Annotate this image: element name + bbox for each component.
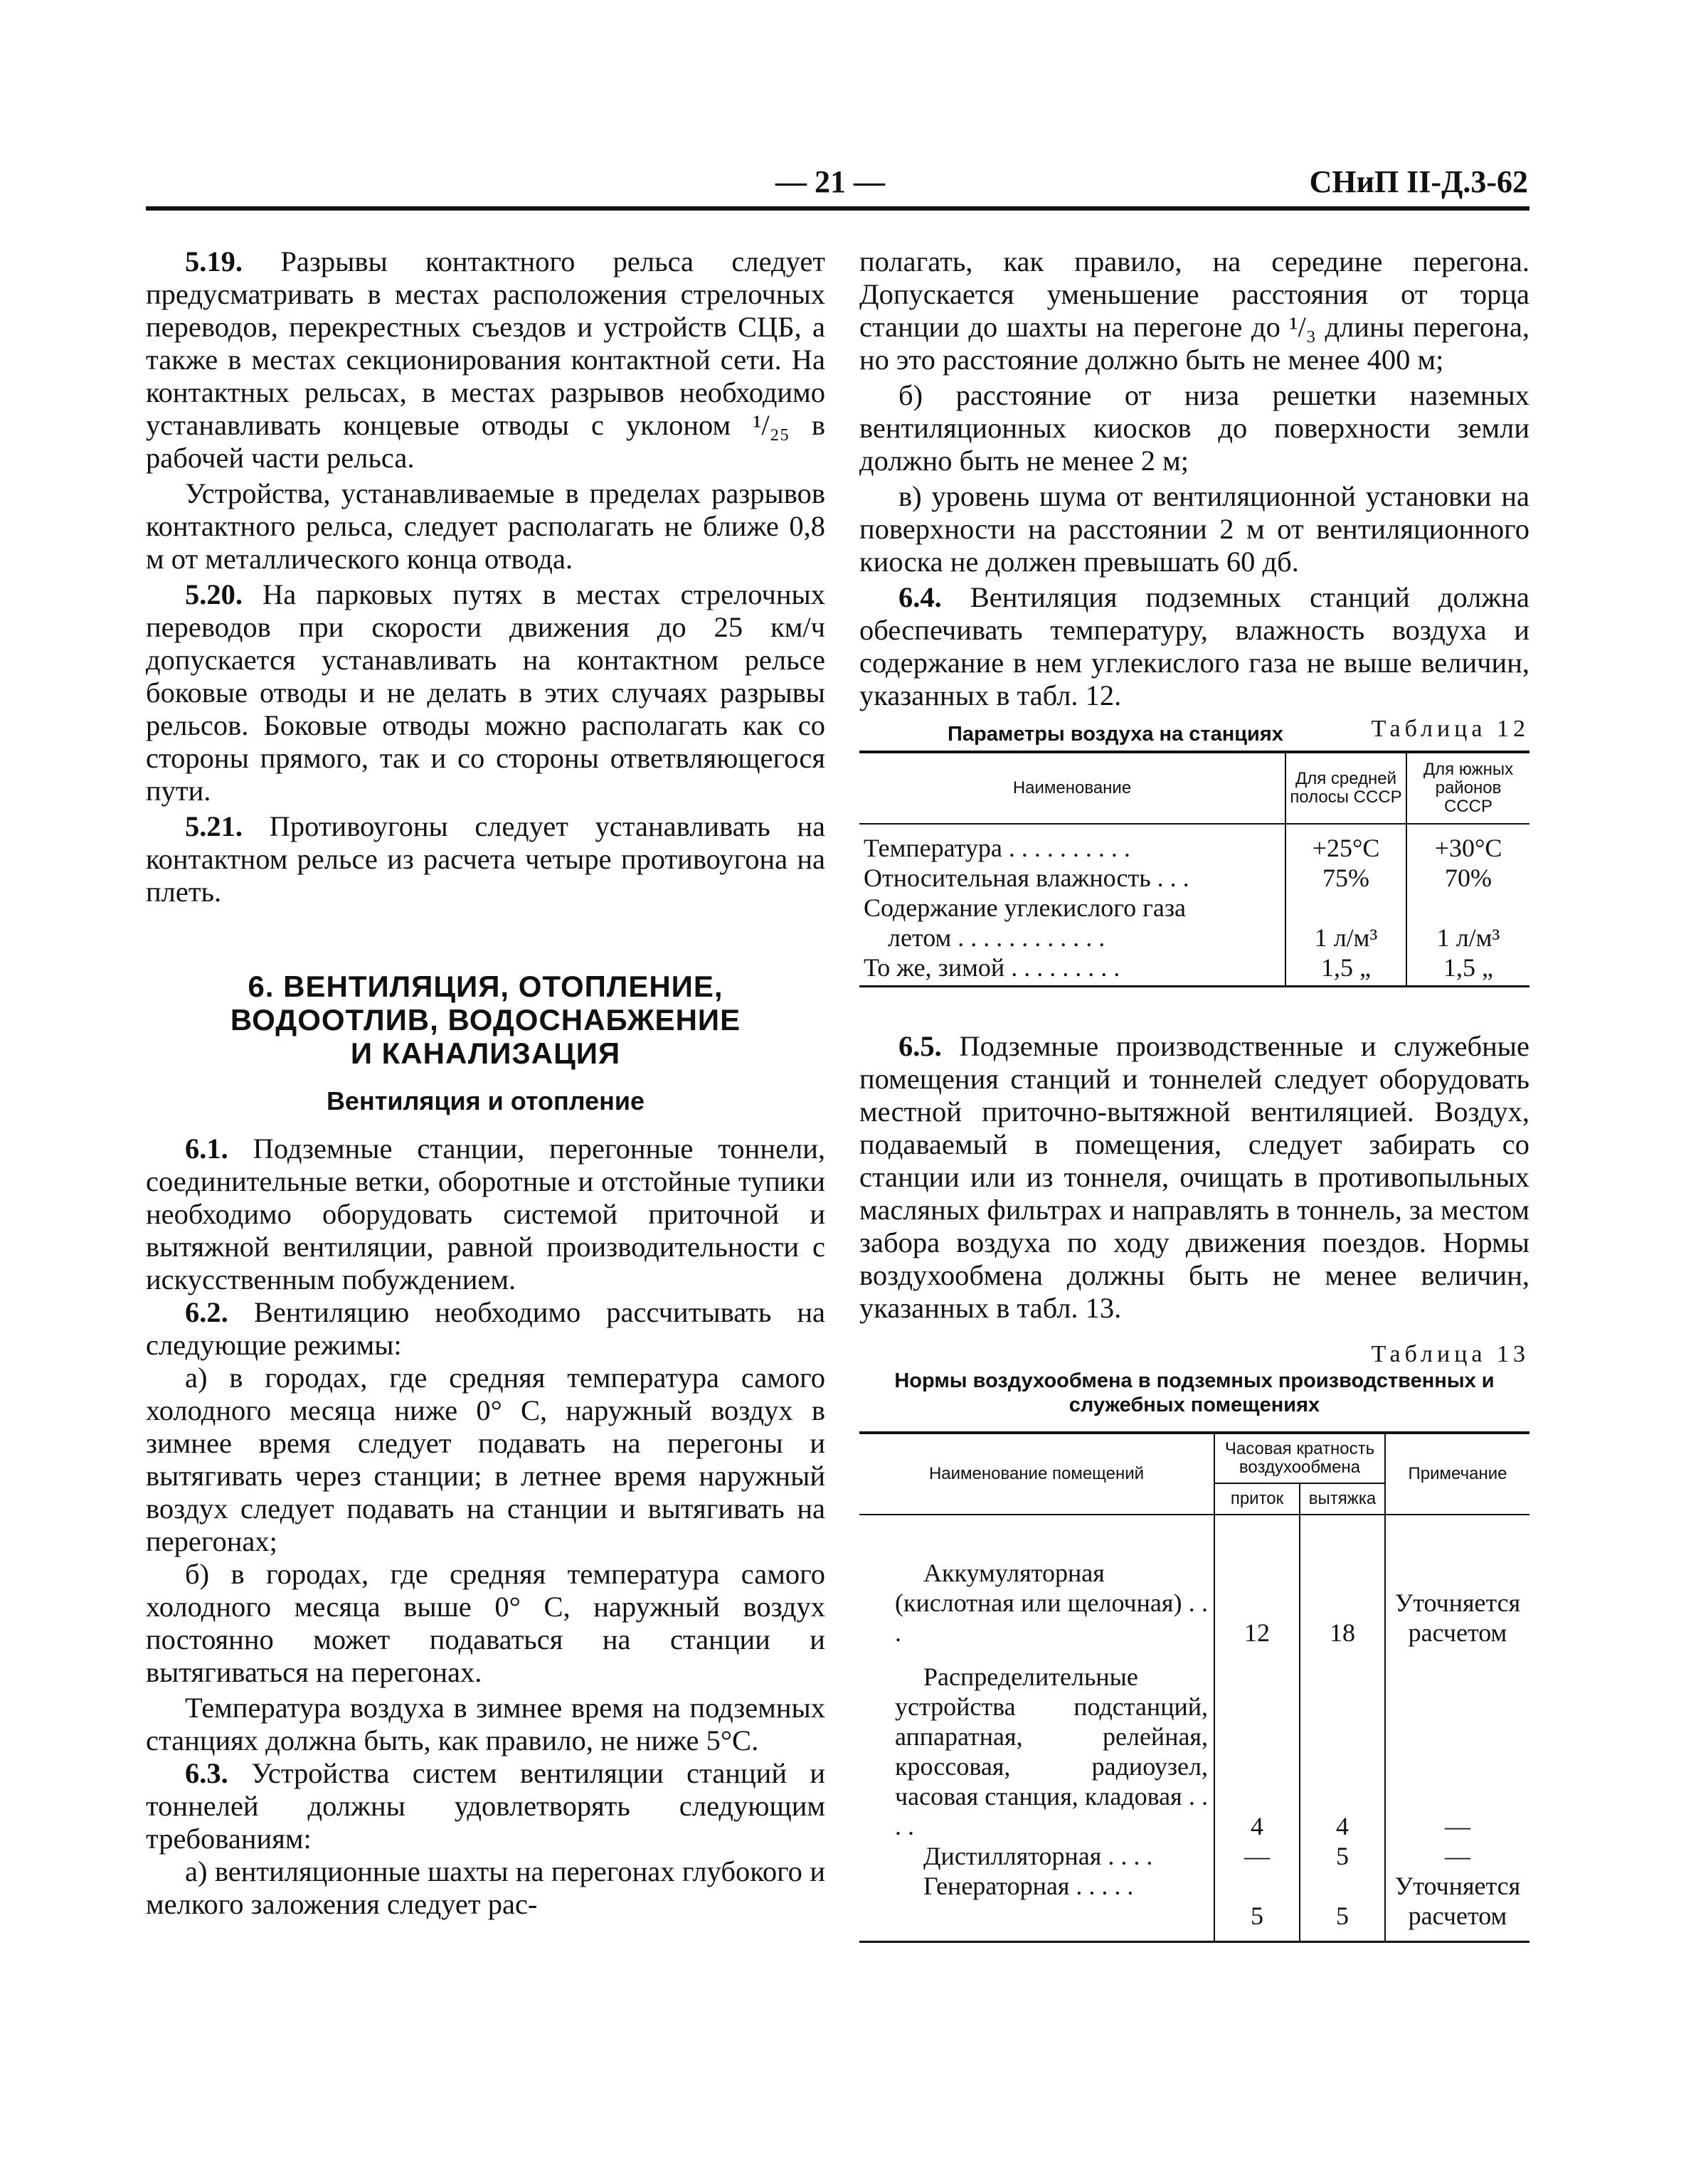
clause-number: 5.20. xyxy=(185,578,243,610)
table-row xyxy=(859,1871,1529,1942)
table-row xyxy=(859,1515,1529,1648)
clause-number: 6.3. xyxy=(185,1757,228,1789)
table-cell-name: Содержание углекислого газа xyxy=(864,894,1187,922)
clause-5-21 xyxy=(146,810,825,908)
clause-6-4 xyxy=(859,581,1529,712)
section-heading-line: 6. ВЕНТИЛЯЦИЯ, ОТОПЛЕНИЕ, xyxy=(248,970,723,1003)
table-col-header: Примечание xyxy=(1385,1433,1529,1515)
table-number: Таблица 12 xyxy=(1371,716,1529,742)
table-row xyxy=(859,1841,1529,1871)
table-cell-value: 12 xyxy=(1214,1515,1300,1648)
table-cell-value: 75% xyxy=(1285,863,1406,893)
clause-6-2-temp: Температура воздуха в зимнее время на подземных станциях должна быть, как правило, не ниже 5°С. xyxy=(146,1692,825,1756)
table-cell-name: летом . . . . . . . . . . . . xyxy=(888,923,1105,952)
section-heading-line: ВОДООТЛИВ, ВОДОСНАБЖЕНИЕ xyxy=(230,1003,741,1037)
subsection-heading: Вентиляция и отопление xyxy=(326,1086,645,1115)
clause-number: 6.1. xyxy=(185,1133,228,1165)
clause-6-5 xyxy=(859,1030,1529,1325)
table-col-header: Наименование xyxy=(859,752,1285,824)
document-code: СНиП II-Д.3-62 xyxy=(1309,164,1528,199)
table-cell-value: 70% xyxy=(1406,863,1529,893)
clause-5-20 xyxy=(146,578,825,807)
table-cell-value: 5 xyxy=(1300,1871,1385,1942)
clause-text: Вентиляцию необходимо рассчитывать на следующие режимы: xyxy=(146,1296,826,1361)
clause-number: 6.2. xyxy=(185,1296,228,1328)
table-number: Таблица 13 xyxy=(1371,1341,1529,1367)
table-cell-value: +30°С xyxy=(1406,824,1529,863)
right-column xyxy=(859,245,1529,1943)
table-col-header: приток xyxy=(1214,1483,1300,1515)
page-number: — 21 — xyxy=(775,164,885,199)
table-cell-value: 1 л/м³ xyxy=(1285,923,1406,953)
table-col-header: Наименование помещений xyxy=(859,1433,1214,1515)
table-row xyxy=(859,863,1529,893)
table-cell-value xyxy=(1285,893,1406,923)
table-row xyxy=(859,953,1529,987)
clause-text: На парковых путях в местах стрелочных переводов при скорости движения до 25 км/ч допускается устанавливать на контактном рельсе боковые отводы и не делать в этих случаях разрывы рельсов. Боковые отводы можно располагать как со стороны прямого, так и со стороны ответвляющегося пути. xyxy=(146,578,825,807)
table-cell-name: Температура . . . . . . . . . . xyxy=(864,834,1130,862)
clause-text: Устройства систем вентиляции станций и тоннелей должны удовлетворять следующим требованиям: xyxy=(146,1757,825,1855)
clause-6-2-a: а) в городах, где средняя температура самого холодного месяца ниже 0° С, наружный воздух в зимнее время следует подавать на перегоны и вытягивать через станции; в летнее время наружный воздух следует подавать на станции и вытягивать на перегонах; xyxy=(146,1362,825,1557)
clause-6-3-a-cont: полагать, как правило, на середине перегона. Допускается уменьшение расстояния от торца станции до шахты на перегоне до ¹/₃ длины перегона, но это расстояние должно быть не менее 400 м; xyxy=(859,245,1529,376)
table-cell-name: Дистилляторная . . . . xyxy=(923,1842,1153,1870)
table-row xyxy=(859,1648,1529,1841)
table-cell-note: Уточняется расчетом xyxy=(1385,1871,1529,1942)
clause-6-3 xyxy=(146,1757,825,1855)
clause-6-3-c: в) уровень шума от вентиляционной установки на поверхности на расстоянии 2 м от вентиляционного киоска не должен превышать 60 дб. xyxy=(859,480,1529,578)
clause-text: Вентиляция подземных станций должна обеспечивать температуру, влажность воздуха и содержание в нем углекислого газа не выше величин, указанных в табл. 12. xyxy=(859,581,1530,711)
clause-6-3-b: б) расстояние от низа решетки наземных вентиляционных киосков до поверхности земли должно быть не менее 2 м; xyxy=(859,379,1529,477)
clause-number: 6.4. xyxy=(898,581,942,613)
clause-number: 5.21. xyxy=(185,810,243,842)
table-cell-name: Распределительные устройства подстанций, аппаратная, релейная, кроссовая, радиоузел, часовая станция, кладовая . . . . xyxy=(895,1663,1208,1840)
table-cell-name: Относительная влажность . . . xyxy=(864,864,1189,892)
table-12 xyxy=(859,751,1529,987)
table-col-header: вытяжка xyxy=(1300,1483,1385,1515)
table-cell-value: 4 xyxy=(1300,1648,1385,1841)
table-cell-value xyxy=(1406,893,1529,923)
table-col-header: Часовая кратность воздухообмена xyxy=(1214,1433,1385,1483)
table-cell-value: 5 xyxy=(1300,1841,1385,1871)
table-row xyxy=(859,824,1529,863)
table-cell-value: 1 л/м³ xyxy=(1406,923,1529,953)
table-cell-value: 5 xyxy=(1214,1871,1300,1942)
table-cell-value: 1,5 „ xyxy=(1406,953,1529,987)
page-header xyxy=(0,164,1681,206)
table-col-header: Для средней полосы СССР xyxy=(1285,752,1406,824)
left-column xyxy=(146,245,825,1921)
header-rule xyxy=(146,206,1529,211)
clause-5-19 xyxy=(146,245,825,475)
clause-text: Противоугоны следует устанавливать на контактном рельсе из расчета четыре противоугона на плеть. xyxy=(146,810,826,908)
table-cell-value: 18 xyxy=(1300,1515,1385,1648)
clause-6-2-b: б) в городах, где средняя температура самого холодного месяца выше 0° С, наружный воздух постоянно может подаваться на станции и вытягиваться на перегонах. xyxy=(146,1558,825,1688)
section-heading xyxy=(146,970,825,1070)
table-cell-value: 1,5 „ xyxy=(1285,953,1406,987)
table-cell-name: Генераторная . . . . . xyxy=(923,1872,1134,1900)
clause-5-19-cont: Устройства, устанавливаемые в пределах разрывов контактного рельса, следует располагать не ближе 0,8 м от металлического конца отвода. xyxy=(146,477,825,575)
table-cell-value: +25°С xyxy=(1285,824,1406,863)
section-heading-line: И КАНАЛИЗАЦИЯ xyxy=(350,1037,621,1070)
clause-text: Подземные производственные и служебные помещения станций и тоннелей следует оборудовать местной приточно-вытяжной вентиляцией. Воздух, подаваемый в помещения, следует забирать со станции или из тоннеля, очищать в противопыльных масляных фильтрах и направлять в тоннель, за местом забора воздуха по ходу движения поездов. Нормы воздухообмена должны быть не менее величин, указанных в табл. 13. xyxy=(859,1030,1529,1324)
table-13 xyxy=(859,1431,1529,1943)
table-13-body xyxy=(859,1515,1529,1942)
table-caption: Параметры воздуха на станциях xyxy=(948,723,1283,746)
table-cell-name: То же, зимой . . . . . . . . . xyxy=(864,953,1120,982)
clause-text: Подземные станции, перегонные тоннели, соединительные ветки, оборотные и отстойные тупики необходимо оборудовать системой приточной и вытяжной вентиляции, равной производительности с искусственным побуждением. xyxy=(146,1133,825,1295)
table-cell-value: 4 xyxy=(1214,1648,1300,1841)
table-caption: Нормы воздухообмена в подземных производственных и служебных помещениях xyxy=(894,1369,1495,1416)
table-12-heading xyxy=(859,715,1529,746)
table-row xyxy=(859,893,1529,923)
table-cell-value: — xyxy=(1214,1841,1300,1871)
table-cell-note: Уточняется расчетом xyxy=(1385,1515,1529,1648)
table-row xyxy=(859,923,1529,953)
clause-number: 5.19. xyxy=(185,245,243,277)
table-cell-note: — xyxy=(1385,1841,1529,1871)
clause-6-3-a: а) вентиляционные шахты на перегонах глубокого и мелкого заложения следует рас- xyxy=(146,1855,825,1920)
clause-6-2 xyxy=(146,1296,825,1362)
table-12-body xyxy=(859,824,1529,987)
table-cell-name: Аккумуляторная (кислотная или щелочная) . . . xyxy=(895,1559,1208,1647)
clause-text: Разрывы контактного рельса следует предусматривать в местах расположения стрелочных переводов, перекрестных съездов и устройств СЦБ, а также в местах секционирования контактной сети. На контактных рельсах, в местах разрывов необходимо устанавливать концевые отводы с уклоном ¹/₂₅ в рабочей части рельса. xyxy=(146,245,826,474)
clause-number: 6.5. xyxy=(898,1030,942,1062)
table-col-header: Для южных районов СССР xyxy=(1406,752,1529,824)
table-cell-note: — xyxy=(1385,1648,1529,1841)
clause-6-1 xyxy=(146,1133,825,1296)
